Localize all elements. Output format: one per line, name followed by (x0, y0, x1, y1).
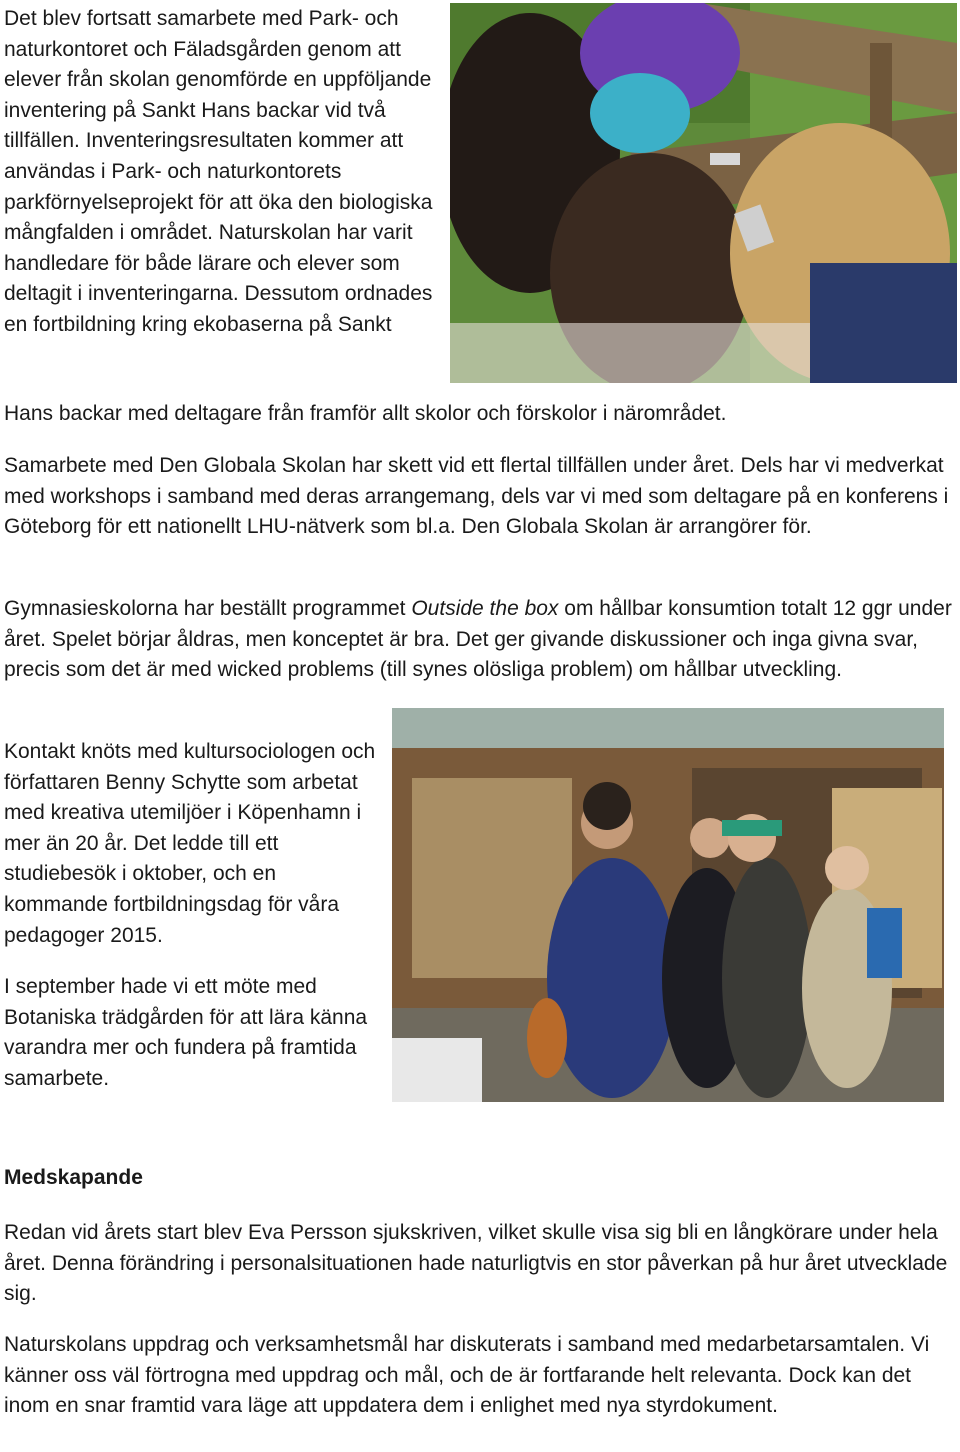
paragraph-outside-the-box-a: Gymnasieskolorna har beställt programmet (4, 597, 412, 620)
paragraph-botanical-garden: I september hade vi ett möte med Botaniska trädgården för att lära känna varandra mer och fundera på framtida samarbete. (4, 975, 368, 1090)
paragraph-school-cooperation-end: Hans backar med deltagare från framför allt skolor och förskolor i närområdet. (4, 402, 727, 425)
photo-children-inventory (450, 3, 957, 383)
paragraph-outside-the-box (4, 594, 954, 686)
paragraph-staff-situation: Redan vid årets start blev Eva Persson sjukskriven, vilket skulle visa sig bli en långkörare under hela året. Denna förändring i personalsituationen hade naturligtvis en stor påverkan på hur året utvecklade sig. (4, 1221, 948, 1306)
section-heading-medskapande: Medskapande (4, 1166, 143, 1189)
paragraph-school-cooperation: Det blev fortsatt samarbete med Park- och naturkontoret och Fäladsgården genom att elever från skolan genomförde en uppföljande inventering på Sankt Hans backar vid två tillfällen. Inventeringsresultaten kommer att användas i Park- och naturkontorets parkförnyelseprojekt för att öka den biologiska mångfalden i området. Naturskolan har varit handledare för både lärare och elever som deltagit i inventeringarna. Dessutom ordnades en fortbildning kring ekobaserna på Sankt (4, 7, 433, 336)
paragraph-outside-the-box-b: om hållbar konsumtion totalt 12 ggr under året. Spelet börjar åldras, men konceptet är bra. Det ger givande diskussioner och inga givna svar, precis som det är med wicked problems (till synes olösliga problem) om hållbar utveckling. (4, 597, 952, 682)
paragraph-global-school: Samarbete med Den Globala Skolan har skett vid ett flertal tillfällen under året. Dels har vi medverkat med workshops i samband med deras arrangemang, dels var vi med som deltagare på en konferens i Göteborg för ett nationellt LHU-nätverk som bl.a. Den Globala Skolan är arrangörer för. (4, 454, 949, 539)
paragraph-mission-goals: Naturskolans uppdrag och verksamhetsmål har diskuterats i samband med medarbetarsamtalen. Vi känner oss väl förtrogna med uppdrag och mål, och de är fortfarande helt relevanta. Dock kan det inom en snar framtid vara läge att uppdatera dem i enlighet med nya styrdokument. (4, 1333, 930, 1418)
paragraph-benny-schytte: Kontakt knöts med kultursociologen och författaren Benny Schytte som arbetat med kreativa utemiljöer i Köpenhamn i mer än 20 år. Det ledde till ett studiebesök i oktober, och en kommande fortbildningsdag för våra pedagoger 2015. (4, 740, 376, 947)
photo-greenhouse-visit (392, 708, 944, 1102)
program-title: Outside the box (411, 597, 559, 620)
